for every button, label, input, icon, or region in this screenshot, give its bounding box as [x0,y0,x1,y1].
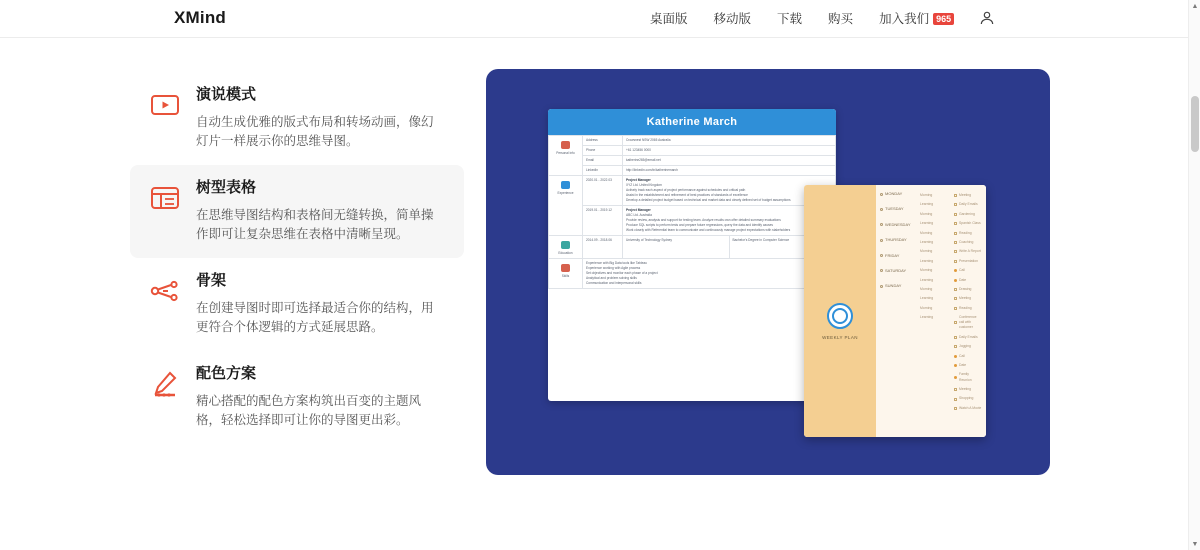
job-bullet: Actively track each aspect of project performance against schedules and critical path [626,188,746,192]
nav-item-buy[interactable]: 购买 [828,12,854,26]
feature-list [130,72,464,444]
skill-item: Experience working with Agile process [586,266,641,270]
weekly-plan-cover [804,185,876,437]
checkbox-icon[interactable] [954,250,957,253]
nav-item-join-us[interactable] [879,10,954,28]
resume-section-experience: Experience [549,176,583,236]
checkbox-icon[interactable] [954,307,957,310]
table-cell-date: 2019.01 - 2019.12 [583,206,623,236]
sub-label: Morning [920,249,933,254]
checkbox-icon[interactable] [954,321,957,324]
job-bullet: Develop a detailed project budget based on technical and market data and clearly defined set of budget assumptions [626,198,791,202]
table-row [549,206,836,236]
sub-label: Morning [920,211,933,216]
resume-table [548,135,836,289]
sub-label: Learning [920,239,934,244]
feature-body [196,365,448,430]
feature-body [196,272,448,337]
task-item: Meeting [954,387,982,392]
feature-desc: 在思维导图结构和表格间无缝转换，简单操作即可让复杂思维在表格中清晰呈现。 [196,208,434,241]
checkbox-icon[interactable] [954,213,957,216]
weekly-task-column [954,191,982,431]
weekly-plan-grid [876,185,986,437]
task-item: Family Reunion [954,372,982,382]
account-icon[interactable] [978,9,996,27]
checkbox-icon[interactable] [954,345,957,348]
bullet-dot-icon [880,239,883,242]
task-item: Conference call with customer [954,315,982,331]
checkbox-icon[interactable] [954,194,957,197]
briefcase-icon [561,181,570,189]
star-icon [561,264,570,272]
checkbox-icon[interactable] [954,398,957,401]
bullet-dot-icon [880,269,883,272]
task-item: Reading [954,231,982,236]
table-cell-date: 2014.09 - 2018.06 [583,236,623,259]
sub-label: Learning [920,277,934,282]
tree-table-icon [148,181,182,215]
task-item: Write A Report [954,249,982,254]
task-item: Coaching [954,240,982,245]
feature-title: 树型表格 [196,179,257,196]
graduation-cap-icon [561,241,570,249]
sub-label: Learning [920,221,934,226]
checkbox-icon[interactable] [954,241,957,244]
task-item: Presentation [954,259,982,264]
sub-label: Morning [920,193,933,197]
task-item: Daily Emails [954,335,982,340]
nav-item-desktop[interactable]: 桌面版 [650,12,688,26]
feature-title: 演说模式 [196,86,257,103]
task-item: Meeting [954,193,982,198]
table-cell-date: 2020.01 - 2022.03 [583,176,623,206]
table-cell-key: Email [583,156,623,166]
table-cell-skills [583,259,836,289]
status-dot-icon [954,269,957,272]
task-item: Spanish Class [954,221,982,226]
job-bullet: Assist in the establishment and refinement of best practices of standards of excellence [626,193,748,197]
table-row [549,176,836,206]
sub-label: Morning [920,230,933,235]
table-cell-value: Crowsnest NSW 2065 Australia [623,136,836,146]
table-cell-value: +61 123456 0000 [623,146,836,156]
checkbox-icon[interactable] [954,288,957,291]
checkbox-icon[interactable] [954,336,957,339]
checkbox-icon[interactable] [954,203,957,206]
list-item: MONDAY [880,191,920,197]
main-nav [650,10,954,28]
sub-label: Morning [920,305,933,310]
list-item: TUESDAY [880,206,920,212]
status-dot-icon [954,364,957,367]
weekly-subcolumn [920,191,954,431]
table-cell-key: Phone [583,146,623,156]
skeleton-icon [148,274,182,308]
sub-label: Learning [920,315,934,320]
task-item: Jogging [954,344,982,349]
skill-item: Analytical and problem solving skills [586,276,637,280]
list-item: THURSDAY [880,237,920,243]
job-title: Project Manager [626,178,651,182]
table-cell-degree: Bachelor's Degree in Computer Science [729,236,836,259]
status-dot-icon [954,279,957,282]
checkbox-icon[interactable] [954,297,957,300]
showcase-panel [486,69,1050,475]
nav-item-join-label: 加入我们 [879,12,930,26]
task-item: Watch A Movie [954,406,982,411]
resume-name: Katherine March [548,109,836,135]
job-bullet: Provide review, analysis and support for testing team. Analyze results own offer detailed summary evaluations [626,218,781,222]
job-title: Project Manager [626,208,651,212]
logo[interactable]: XMind [174,8,226,27]
nav-item-mobile[interactable]: 移动版 [713,12,752,26]
table-row [549,146,836,156]
sub-label: Morning [920,286,933,291]
table-cell-key: LinkedIn [583,166,623,176]
chevron-up-icon[interactable]: ▲ [1191,2,1199,10]
status-dot-icon [954,376,957,379]
list-item: FRIDAY [880,253,920,259]
checkbox-icon[interactable] [954,222,957,225]
list-item: SATURDAY [880,268,920,274]
task-item: Date [954,278,982,283]
clock-icon [827,303,853,329]
table-row [549,259,836,289]
sub-label: Learning [920,258,934,263]
weekly-plan-card[interactable] [804,185,986,437]
person-icon [561,141,570,149]
feature-body [196,179,448,244]
task-item: Reading [954,306,982,311]
table-cell-key: Address [583,136,623,146]
feature-desc: 自动生成优雅的版式布局和转场动画，像幻灯片一样展示你的思维导图。 [196,115,434,148]
feature-item-presentation[interactable] [130,72,464,165]
feature-item-tree-table[interactable] [130,165,464,258]
skill-item: Communication and interpersonal skills [586,281,642,285]
bullet-dot-icon [880,223,883,226]
job-bullet: Produce SQL scripts to perform tests and prepare future regressions, query the data and identify causes [626,223,773,227]
checkbox-icon[interactable] [954,407,957,410]
table-cell-value: katherine265@email.net [623,156,836,166]
color-palette-pen-icon [148,367,182,401]
sub-label: Learning [920,202,934,207]
sub-label: Learning [920,296,934,301]
job-company: ABC Ltd. Australia [626,213,652,217]
checkbox-icon[interactable] [954,388,957,391]
list-item: WEDNESDAY [880,222,920,228]
checkbox-icon[interactable] [954,232,957,235]
job-company: XYZ Ltd. United Kingdom [626,183,662,187]
task-item: Drawing [954,287,982,292]
feature-desc: 精心搭配的配色方案构筑出百变的主题风格，轻松选择即可让你的导图更出彩。 [196,394,422,427]
resume-preview-card[interactable] [548,109,836,401]
feature-item-color-scheme[interactable] [130,351,464,444]
task-item: Daily Emails [954,202,982,207]
feature-title: 配色方案 [196,365,257,382]
task-item: Date [954,363,982,368]
resume-section-skills: Skills [549,259,583,289]
nav-join-badge: 965 [933,13,954,25]
feature-title: 骨架 [196,272,227,289]
nav-item-download[interactable]: 下载 [777,12,803,26]
scrollbar-thumb[interactable] [1191,96,1199,152]
checkbox-icon[interactable] [954,260,957,263]
table-row [549,166,836,176]
site-header [0,0,1188,38]
sub-label: Morning [920,268,933,273]
feature-item-skeleton[interactable] [130,258,464,351]
weekly-plan-caption: WEEKLY PLAN [822,335,858,340]
skill-item: Set objectives and monitor each phase of a project [586,271,658,275]
table-row [549,136,836,146]
table-cell-value: http://linkedin.com/in/katherinemarch [623,166,836,176]
table-cell-school: University of Technology Sydney [623,236,730,259]
bullet-dot-icon [880,285,883,288]
resume-section-education: Education [549,236,583,259]
page-scrollbar[interactable] [1188,0,1200,550]
list-item: SUNDAY [880,283,920,289]
weekly-day-column [880,191,920,431]
job-bullet: Work closely with Referential team to communicate and continuously manage project expectations with stakeholders [626,228,791,232]
task-item: Gardening [954,212,982,217]
task-item: Call [954,268,982,273]
feature-desc: 在创建导图时即可选择最适合你的结构，用更符合个体逻辑的方式延展思路。 [196,301,434,334]
play-in-frame-icon [148,88,182,122]
feature-body [196,86,448,151]
table-row [549,156,836,166]
bullet-dot-icon [880,254,883,257]
task-item: Shopping [954,396,982,401]
table-row [549,236,836,259]
bullet-dot-icon [880,208,883,211]
task-item: Call [954,354,982,359]
skill-item: Experience with Big Data tools like Tableau [586,261,647,265]
bullet-dot-icon [880,193,883,196]
resume-section-personal-info: Personal info [549,136,583,176]
status-dot-icon [954,355,957,358]
task-item: Meeting [954,296,982,301]
chevron-down-icon[interactable]: ▼ [1191,540,1199,548]
